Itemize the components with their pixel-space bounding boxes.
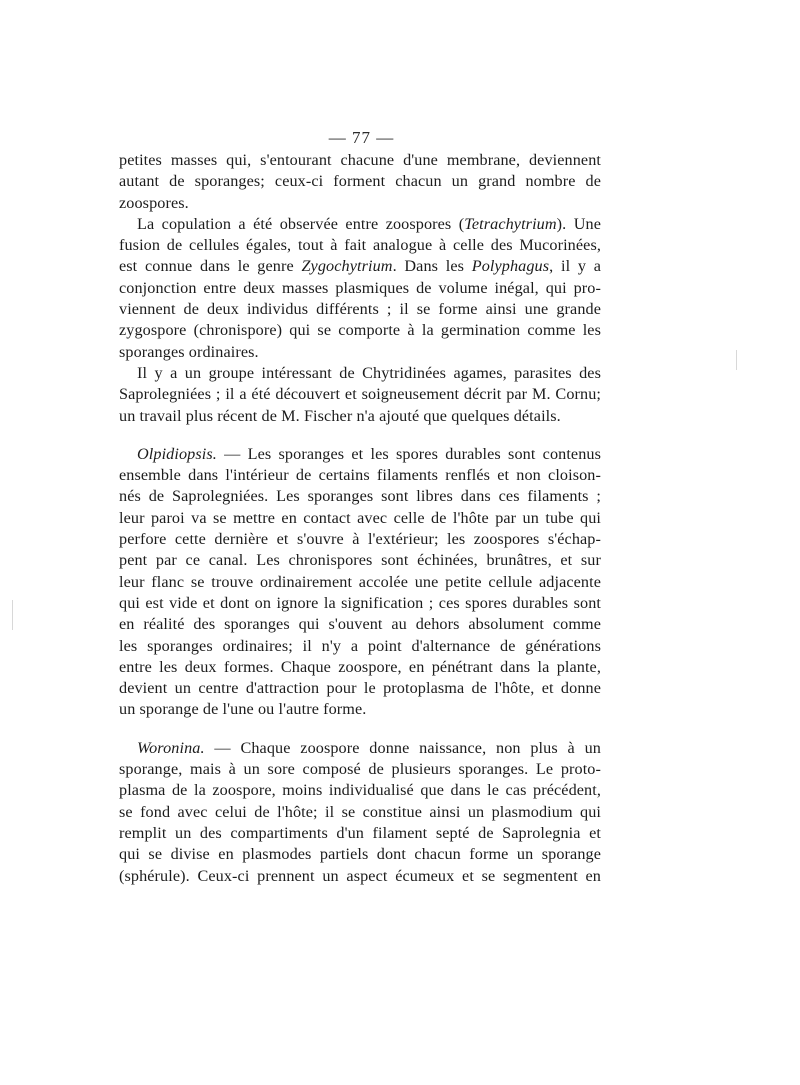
paragraph-3 — [119, 363, 601, 427]
text-fragment: — Les sporanges et les spores durables sont contenus — [216, 444, 601, 463]
text-line: viennent de deux individus différents ; il se forme ainsi une grande — [119, 300, 601, 319]
text-line: un sporange de l'une ou l'autre forme. — [119, 700, 367, 719]
text-line: (sphérule). Ceux-ci prennent un aspect écumeux et se segmentent en — [119, 866, 601, 885]
text-line: en réalité des sporanges qui s'ouvent au dehors absolument comme — [119, 615, 601, 634]
text-line — [119, 256, 601, 277]
text-line: autant de sporanges; ceux-ci forment chacun un grand nombre de — [119, 172, 601, 191]
text-line: Saprolegniées ; il a été découvert et soigneusement décrit par M. Cornu; — [119, 385, 601, 404]
text-line: nés de Saprolegniées. Les sporanges sont libres dans ces filaments ; — [119, 487, 601, 506]
text-fragment: . Dans les — [392, 257, 472, 276]
taxon-name: Tetrachytrium — [464, 214, 557, 233]
taxon-name: Polyphagus — [471, 257, 550, 276]
section-heading: Olpidiopsis. — [137, 444, 217, 463]
text-fragment: La copulation a été observée entre zoospores ( — [137, 214, 465, 233]
paragraph-1 — [119, 150, 601, 214]
scan-mark — [12, 600, 13, 630]
paragraph-2 — [119, 214, 601, 363]
text-line: conjonction entre deux masses plasmiques de volume inégal, qui pro- — [119, 278, 601, 297]
text-line: sporange, mais à un sore composé de plusieurs sporanges. Le proto- — [119, 760, 601, 779]
text-line: Il y a un groupe intéressant de Chytridinées agames, parasites des — [137, 363, 601, 382]
text-line: devient un centre d'attraction pour le protoplasma de l'hôte, et donne — [119, 679, 601, 698]
text-line — [119, 738, 601, 759]
paragraph-woronina — [119, 738, 601, 887]
text-line: petites masses qui, s'entourant chacune d'une membrane, deviennent — [119, 151, 601, 169]
text-line: leur flanc se trouve ordinairement accolée une petite cellule adjacente — [119, 572, 601, 591]
text-line — [119, 214, 601, 235]
scan-mark — [736, 350, 737, 370]
text-line: un travail plus récent de M. Fischer n'a ajouté que quelques détails. — [119, 406, 561, 425]
taxon-name: Zygochytrium — [301, 257, 393, 276]
text-line: fusion de cellules égales, tout à fait analogue à celle des Mucorinées, — [119, 236, 601, 255]
section-heading: Woronina. — [137, 738, 205, 757]
text-fragment: est connue dans le genre — [119, 257, 302, 276]
text-line — [119, 444, 601, 465]
text-line: plasma de la zoospore, moins individualisé que dans le cas précédent, — [119, 781, 601, 800]
text-line: qui est vide et dont on ignore la signification ; ces spores durables sont — [119, 593, 601, 612]
text-line: ensemble dans l'intérieur de certains filaments renflés et non cloison- — [119, 466, 601, 485]
text-fragment: ). Une — [556, 214, 601, 233]
text-line: les sporanges ordinaires; il n'y a point d'alternance de générations — [119, 636, 601, 655]
body-text — [119, 150, 601, 887]
text-line: remplit un des compartiments d'un filament septé de Saprolegnia et — [119, 823, 601, 842]
text-line: se fond avec celui de l'hôte; il se constitue ainsi un plasmodium qui — [119, 802, 601, 821]
text-line: pent par ce canal. Les chronispores sont échinées, brunâtres, et sur — [119, 551, 601, 570]
text-line: sporanges ordinaires. — [119, 342, 259, 361]
text-fragment: , il y a — [549, 257, 601, 276]
text-line: qui se divise en plasmodes partiels dont chacun forme un sporange — [119, 845, 601, 864]
text-fragment: — Chaque zoospore donne naissance, non plus à un — [204, 738, 601, 757]
page-number: — 77 — — [328, 128, 395, 147]
text-line: entre les deux formes. Chaque zoospore, en pénétrant dans la plante, — [119, 657, 601, 676]
text-line: zygospore (chronispore) qui se comporte à la germination comme les — [119, 321, 601, 340]
text-line: perfore cette dernière et s'ouvre à l'extérieur; les zoospores s'échap- — [119, 530, 601, 549]
paragraph-olpidiopsis — [119, 444, 601, 721]
text-line: zoospores. — [119, 193, 189, 212]
text-line: leur paroi va se mettre en contact avec celle de l'hôte par un tube qui — [119, 508, 601, 527]
